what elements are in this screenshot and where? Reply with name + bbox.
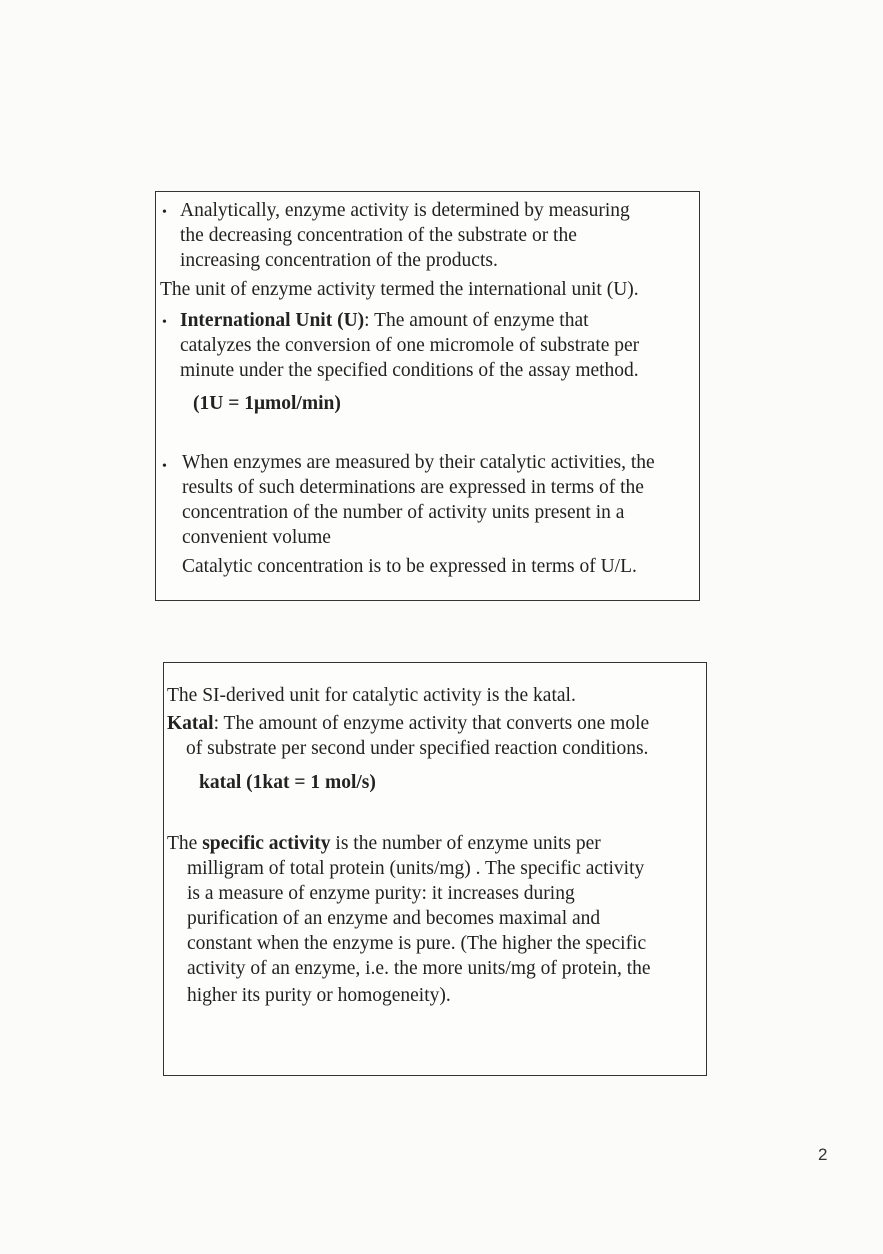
specific-activity-line-5: constant when the enzyme is pure. (The higher the specific bbox=[187, 933, 647, 954]
analytical-line-1: Analytically, enzyme activity is determined by measuring bbox=[180, 200, 630, 221]
international-unit-line-2: catalyzes the conversion of one micromole of substrate per bbox=[180, 335, 640, 356]
international-unit-term: International Unit (U) bbox=[180, 310, 365, 331]
slide-katal-specific-activity bbox=[163, 662, 707, 1076]
specific-activity-line-1 bbox=[167, 831, 601, 857]
specific-activity-line-7: higher its purity or homogeneity). bbox=[187, 985, 451, 1006]
specific-activity-term: specific activity bbox=[202, 833, 331, 854]
international-unit-definition-start: : The amount of enzyme that bbox=[364, 310, 589, 331]
katal-line-2: of substrate per second under specified reaction conditions. bbox=[186, 738, 649, 759]
bullet-icon: • bbox=[162, 459, 167, 474]
unit-definition-line: The unit of enzyme activity termed the international unit (U). bbox=[160, 279, 639, 300]
international-unit-formula: (1U = 1μmol/min) bbox=[193, 393, 341, 414]
analytical-line-3: increasing concentration of the products. bbox=[180, 250, 498, 271]
catalytic-measure-line-2: results of such determinations are expressed in terms of the bbox=[182, 477, 644, 498]
specific-activity-prefix: The bbox=[167, 833, 203, 854]
katal-formula: katal (1kat = 1 mol/s) bbox=[199, 772, 376, 793]
specific-activity-line-6: activity of an enzyme, i.e. the more units/mg of protein, the bbox=[187, 958, 651, 979]
analytical-line-2: the decreasing concentration of the substrate or the bbox=[180, 225, 577, 246]
international-unit-line-1 bbox=[180, 308, 589, 334]
specific-activity-definition-start: is the number of enzyme units per bbox=[330, 833, 601, 854]
specific-activity-line-3: is a measure of enzyme purity: it increases during bbox=[187, 883, 575, 904]
catalytic-concentration-note: Catalytic concentration is to be expressed in terms of U/L. bbox=[182, 556, 637, 577]
specific-activity-line-2: milligram of total protein (units/mg) . The specific activity bbox=[187, 858, 645, 879]
specific-activity-line-4: purification of an enzyme and becomes maximal and bbox=[187, 908, 601, 929]
bullet-icon: • bbox=[162, 315, 167, 330]
catalytic-measure-line-4: convenient volume bbox=[182, 527, 331, 548]
international-unit-line-3: minute under the specified conditions of the assay method. bbox=[180, 360, 639, 381]
si-unit-line: The SI-derived unit for catalytic activity is the katal. bbox=[167, 685, 576, 706]
katal-line-1 bbox=[167, 711, 649, 737]
catalytic-measure-line-3: concentration of the number of activity units present in a bbox=[182, 502, 625, 523]
katal-term: Katal bbox=[167, 713, 214, 734]
bullet-icon: • bbox=[162, 205, 167, 220]
slide-enzyme-activity-units bbox=[155, 191, 700, 601]
katal-definition-start: : The amount of enzyme activity that converts one mole bbox=[213, 713, 650, 734]
catalytic-measure-line-1: When enzymes are measured by their catalytic activities, the bbox=[182, 452, 655, 473]
page-number: 2 bbox=[818, 1145, 828, 1164]
